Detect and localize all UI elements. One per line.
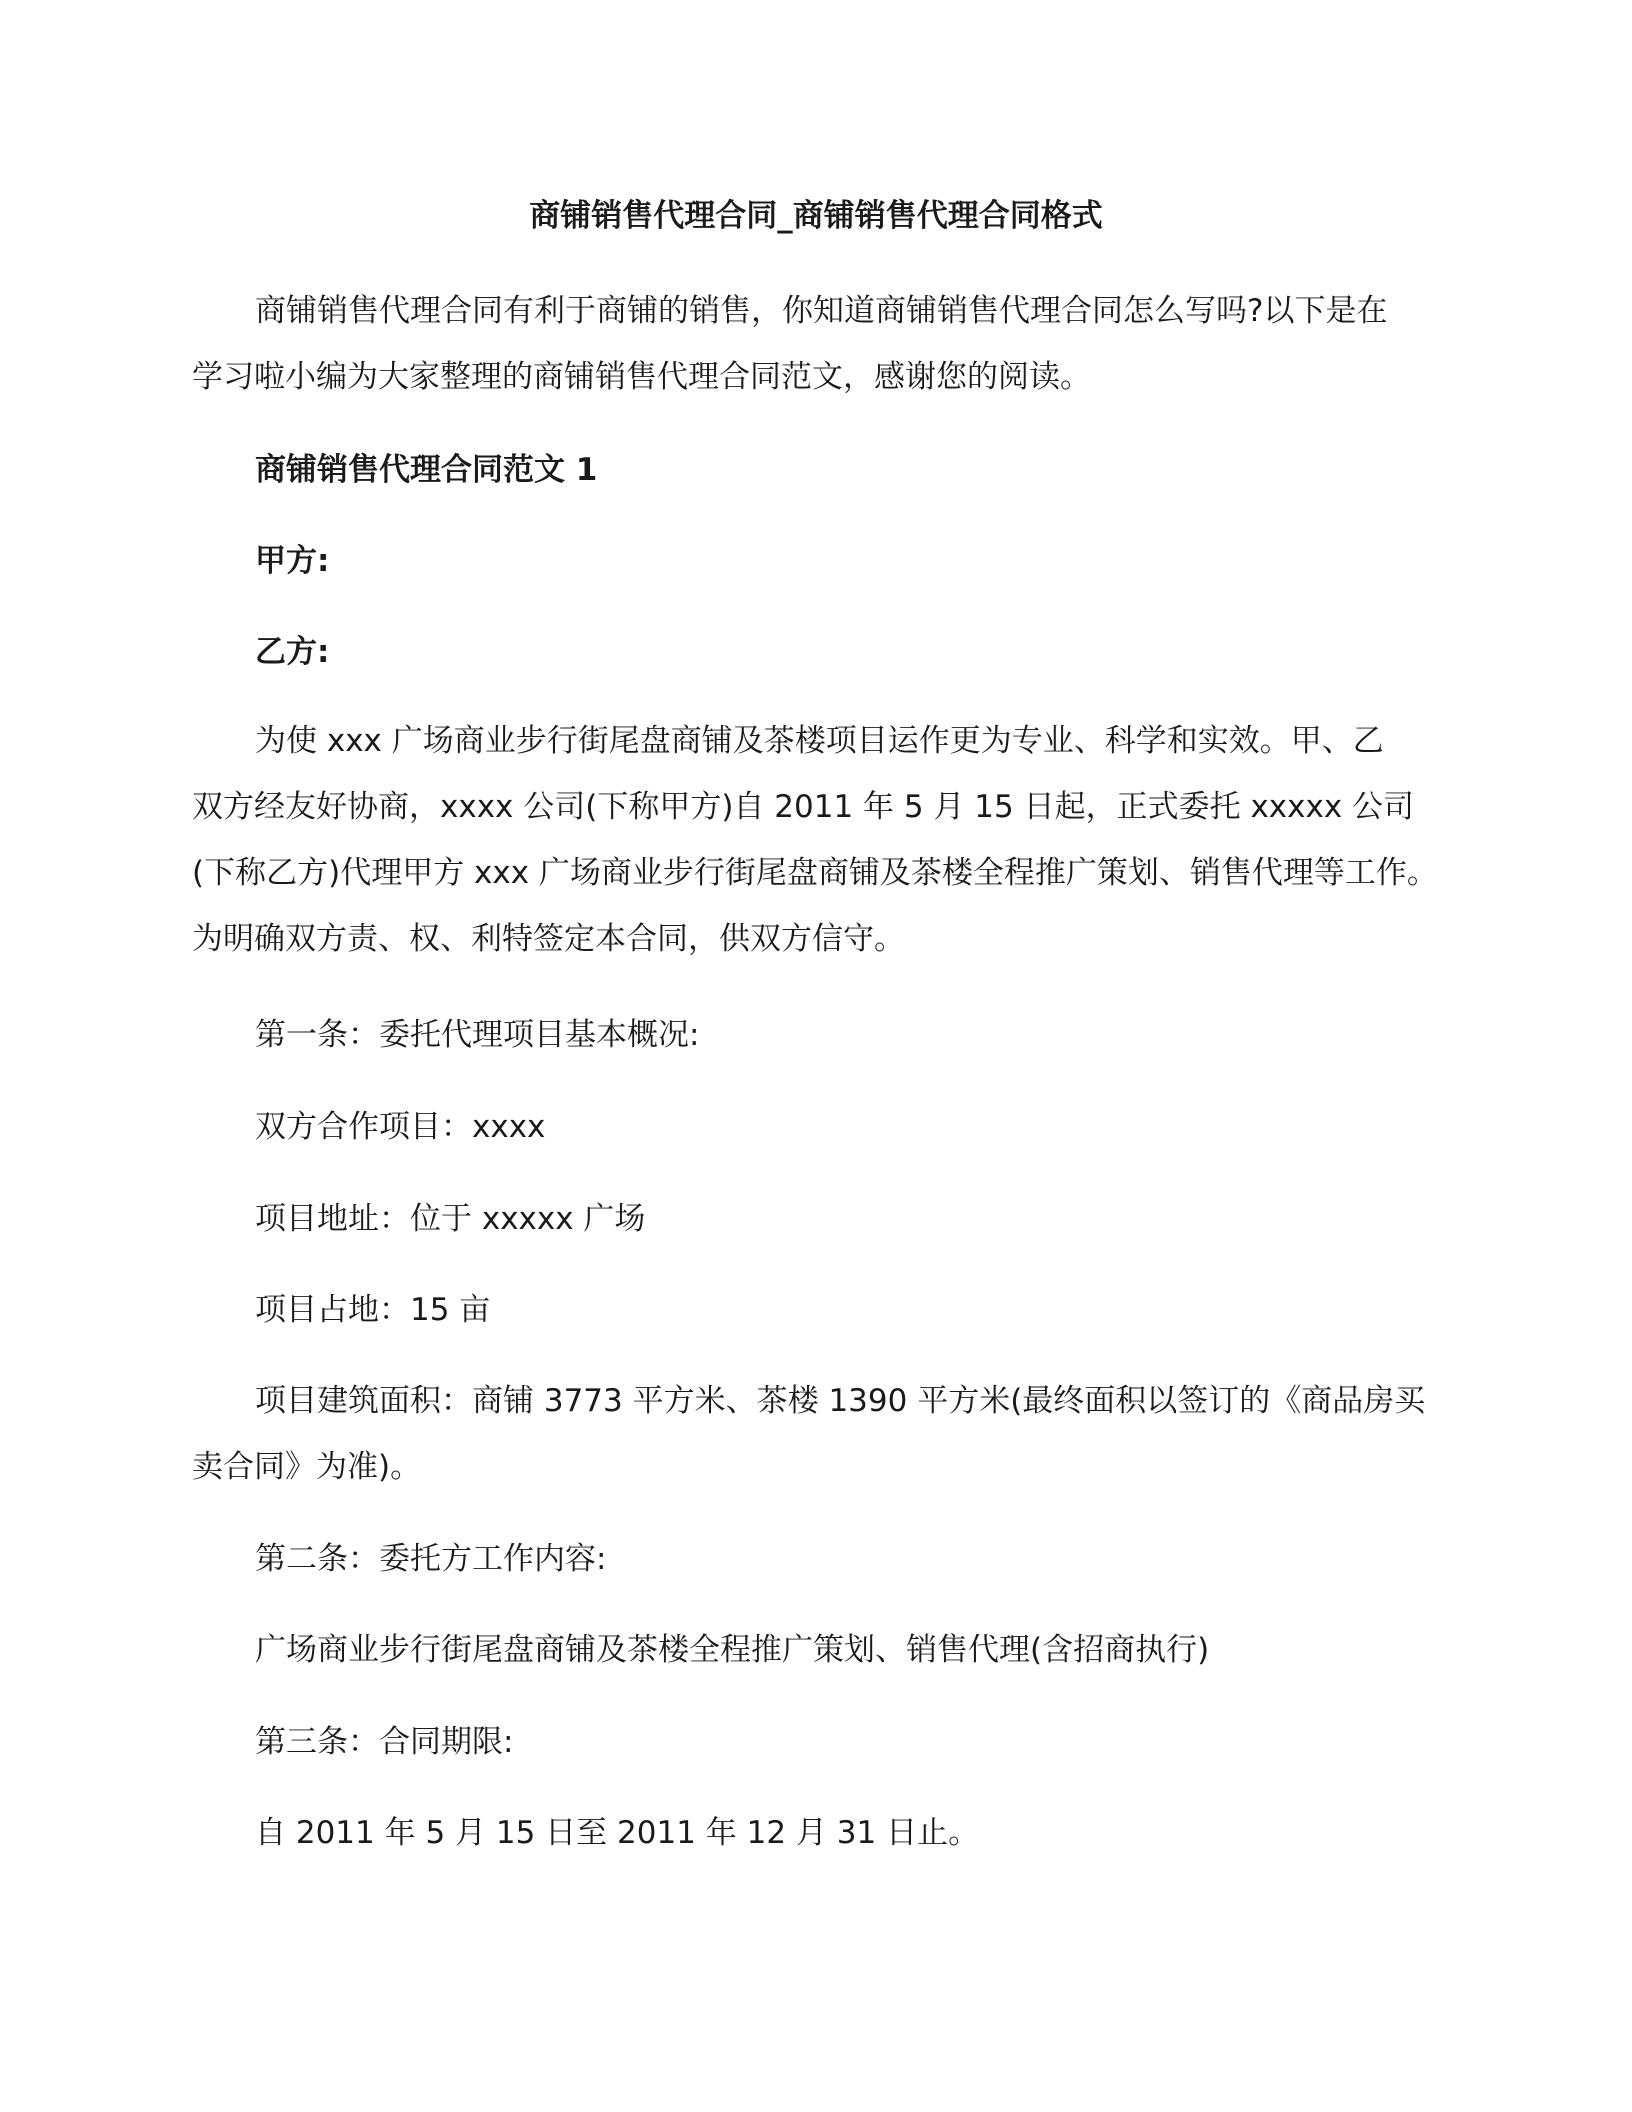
- preamble-line-4: 为明确双方责、权、利特签定本合同，供双方信守。: [192, 921, 905, 957]
- project-address: 项目地址：位于 xxxxx 广场: [255, 1201, 646, 1237]
- preamble-line-2: 双方经友好协商，xxxx 公司(下称甲方)自 2011 年 5 月 15 日起，正式委托 xxxxx 公司: [192, 789, 1415, 825]
- article-3-heading: 第三条：合同期限:: [255, 1724, 514, 1760]
- article-3-content: 自 2011 年 5 月 15 日至 2011 年 12 月 31 日止。: [255, 1815, 980, 1851]
- intro-line-1: 商铺销售代理合同有利于商铺的销售，你知道商铺销售代理合同怎么写吗?以下是在: [255, 293, 1388, 329]
- project-area-line-1: 项目建筑面积：商铺 3773 平方米、茶楼 1390 平方米(最终面积以签订的《商品房买: [255, 1383, 1426, 1419]
- project-name: 双方合作项目：xxxx: [255, 1109, 546, 1145]
- project-land: 项目占地：15 亩: [255, 1292, 491, 1328]
- article-1-heading: 第一条：委托代理项目基本概况:: [255, 1017, 700, 1053]
- party-b-label: 乙方:: [255, 634, 330, 670]
- project-area-paragraph: [192, 1368, 1452, 1500]
- document-title: 商铺销售代理合同_商铺销售代理合同格式: [529, 198, 1103, 234]
- preamble-line-1: 为使 xxx 广场商业步行街尾盘商铺及茶楼项目运作更为专业、科学和实效。甲、乙: [255, 723, 1384, 759]
- party-a-label: 甲方:: [255, 543, 330, 579]
- project-area-line-2: 卖合同》为准)。: [192, 1449, 422, 1485]
- preamble-paragraph: [192, 708, 1452, 972]
- intro-line-2: 学习啦小编为大家整理的商铺销售代理合同范文，感谢您的阅读。: [192, 359, 1091, 395]
- preamble-line-3: (下称乙方)代理甲方 xxx 广场商业步行街尾盘商铺及茶楼全程推广策划、销售代理等工作。: [192, 855, 1438, 891]
- article-2-heading: 第二条：委托方工作内容:: [255, 1541, 607, 1577]
- section-heading: 商铺销售代理合同范文 1: [255, 452, 598, 488]
- intro-paragraph: [192, 278, 1452, 410]
- article-2-content: 广场商业步行街尾盘商铺及茶楼全程推广策划、销售代理(含招商执行): [255, 1632, 1210, 1668]
